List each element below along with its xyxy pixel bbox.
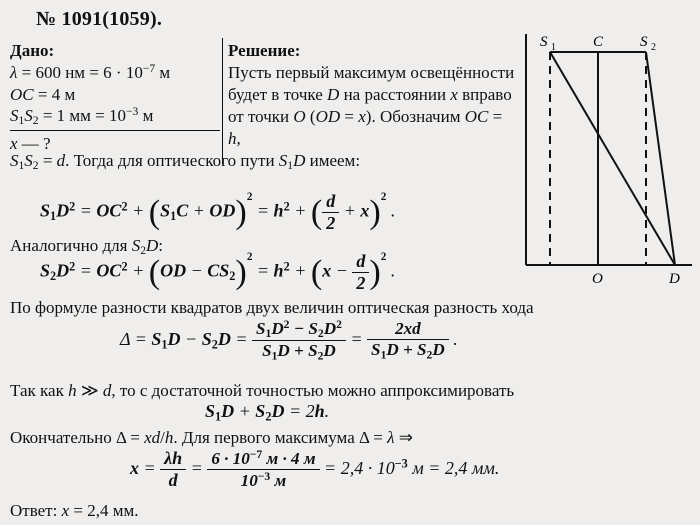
svg-text:2: 2	[651, 42, 656, 53]
given-label: Дано:	[10, 41, 55, 60]
solution-label: Решение:	[228, 41, 301, 60]
solution-paragraph-3: По формуле разности квадратов двух величин оптическая разность хода	[10, 298, 534, 317]
svg-text:D: D	[669, 271, 680, 285]
given-line-s1s2: S1S2 = 1 мм = $10^{-3}$ м	[10, 105, 220, 131]
solution-paragraph-1: S1S2 = d. Тогда для оптического пути S1D имеем:	[10, 151, 361, 173]
equation-s1d-squared: $S1D^2 = OC^2 + (S1C + OD)^2 = h^2$ + ( $\frac{d}{2}$ + x)$^2$ .	[40, 190, 396, 233]
given-block	[10, 40, 220, 155]
solution-intro: Пусть первый максимум освещённости будет в точке D на расстоянии x вправо от точки O (OD = x). Обозначим OC = h,	[228, 63, 515, 149]
equation-final-x: x = $\frac{\lambda h}{d}$ = $\frac{6 \cdot 10^{-7} м \cdot 4 м}{10^{-3} м}$ = $2,4 \cdot 10^{-3}$ м = 2,4 мм.	[130, 448, 500, 490]
answer-line: Ответ: x = 2,4 мм.	[10, 501, 139, 520]
svg-text:1: 1	[551, 42, 556, 53]
vertical-divider	[222, 38, 223, 164]
solution-paragraph-2: Аналогично для S2D:	[10, 236, 164, 258]
equation-path-difference: Δ = S1D − S2D = $\frac{S1D^2 - S2D^2}{S1D + S2D}$ = $\frac{2xd}{S1D + S2D}$ .	[120, 318, 458, 363]
svg-text:C: C	[593, 34, 604, 50]
given-line-wavelength: λ = 600 нм = $6 \cdot 10^{-7}$ м	[10, 61, 171, 82]
svg-text:S: S	[640, 34, 648, 50]
given-line-oc: OC = 4 м	[10, 84, 76, 104]
solution-paragraph-5: Окончательно Δ = xd/h. Для первого максимума Δ = λ ⇒	[10, 428, 413, 447]
optics-figure	[520, 30, 696, 285]
page-title: № 1091(1059).	[36, 8, 163, 30]
solution-paragraph-4: Так как h ≫ d, то с достаточной точностью можно аппроксимировать	[10, 381, 515, 400]
given-line-unknown: x — ?	[10, 134, 51, 154]
svg-text:O: O	[592, 271, 603, 285]
equation-approximation: S1D + S2D = 2h.	[205, 401, 330, 424]
equation-s2d-squared: $S2D^2 = OC^2 + (OD - CS2)^2 = h^2 + (x$ − $\frac{d}{2}$ )$^2$ .	[40, 250, 396, 293]
svg-text:S: S	[540, 34, 548, 50]
solution-block	[228, 40, 516, 150]
